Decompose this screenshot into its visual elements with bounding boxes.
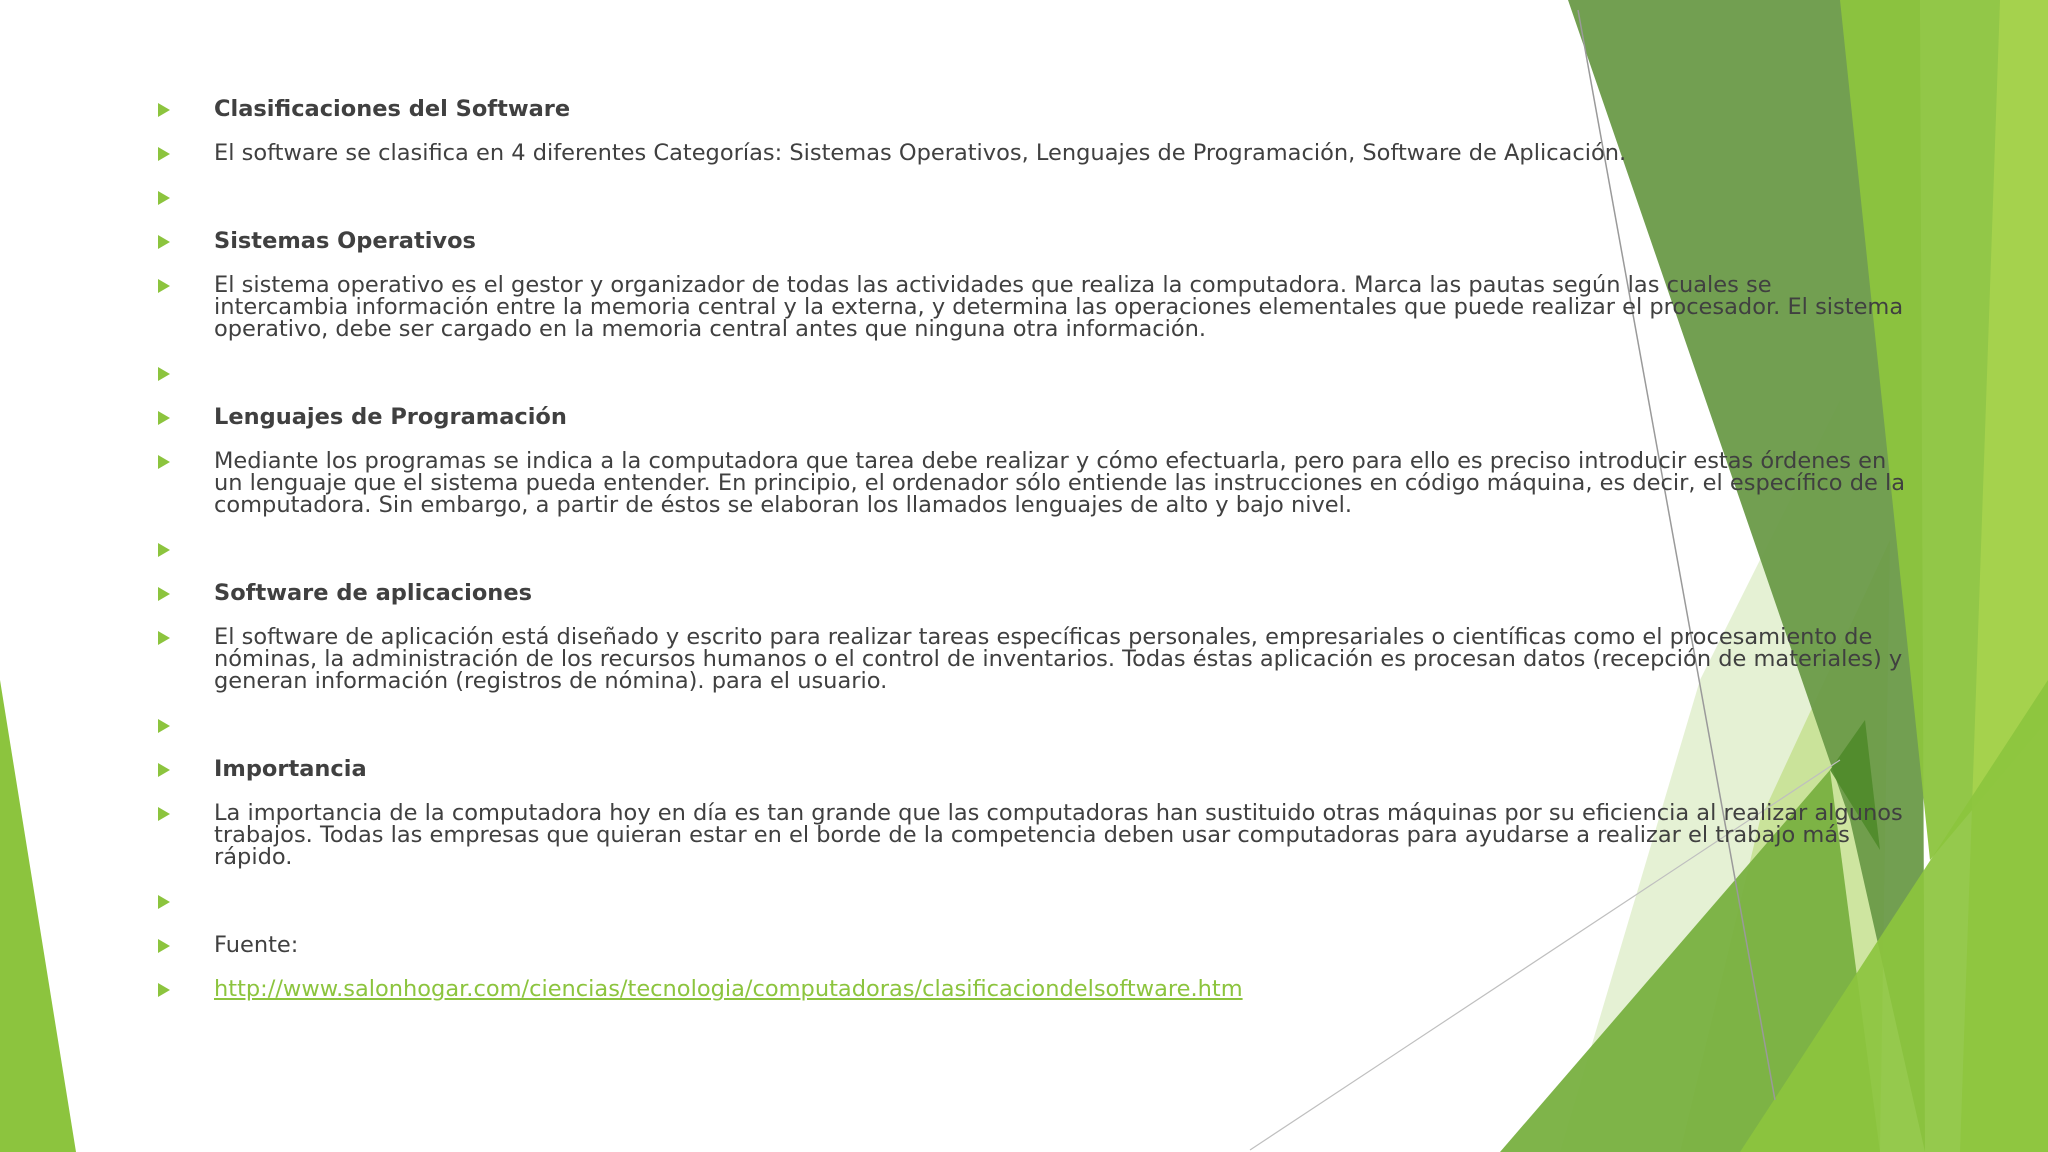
bullet-text: El software de aplicación está diseñado y escrito para realizar tareas específicas personales, empresariales o científicas como el procesamiento de nóminas, la administración de los recursos humanos o el control de inventarios. Todas éstas aplicación es procesan datos (recepción de materiales) y generan información (registros de nómina). para el usuario. (214, 624, 1903, 694)
bullet-text: La importancia de la computadora hoy en día es tan grande que las computadoras han sustituido otras máquinas por su eficiencia al realizar algunos trabajos. Todas las empresas que quieran estar en el borde de la competencia deben usar computadoras para ayudarse a realizar el trabajo más rápido. (214, 800, 1903, 870)
bullet-item (150, 626, 1910, 692)
slide-content (150, 98, 1910, 1022)
bullet-text: El sistema operativo es el gestor y organizador de todas las actividades que realiza la computadora. Marca las pautas según las cuales se intercambia información entre la memoria central y la externa, y determina las operaciones elementales que puede realizar el procesador. El sistema operativo, debe ser cargado en la memoria central antes que ninguna otra información. (214, 272, 1904, 342)
bullet-item (150, 450, 1910, 516)
bullet-item (150, 802, 1910, 868)
bullet-item (150, 714, 1910, 736)
bullet-item (150, 362, 1910, 384)
bullet-arrow-icon (158, 191, 170, 205)
bullet-text: Mediante los programas se indica a la computadora que tarea debe realizar y cómo efectuarla, pero para ello es preciso introducir estas órdenes en un lenguaje que el sistema pueda entender. En principio, el ordenador sólo entiende las instrucciones en código máquina, es decir, el específico de la computadora. Sin embargo, a partir de éstos se elaboran los llamados lenguajes de alto y bajo nivel. (214, 448, 1906, 518)
bullet-item (150, 890, 1910, 912)
bullet-item (150, 406, 1910, 428)
bullet-arrow-icon (158, 895, 170, 909)
bullet-arrow-icon (158, 411, 170, 425)
bullet-arrow-icon (158, 543, 170, 557)
bullet-item (150, 142, 1910, 164)
bullet-item (150, 978, 1910, 1000)
bullet-arrow-icon (158, 939, 170, 953)
bullet-arrow-icon (158, 367, 170, 381)
bullet-arrow-icon (158, 983, 170, 997)
bullet-item (150, 538, 1910, 560)
bullet-text: Importancia (214, 756, 367, 782)
bullet-arrow-icon (158, 587, 170, 601)
bullet-item (150, 186, 1910, 208)
bullet-item (150, 274, 1910, 340)
bullet-arrow-icon (158, 279, 170, 293)
bullet-item (150, 582, 1910, 604)
bullet-text: Fuente: (214, 932, 299, 958)
bullet-arrow-icon (158, 807, 170, 821)
bullet-item (150, 230, 1910, 252)
bullet-text: Sistemas Operativos (214, 228, 476, 254)
bullet-arrow-icon (158, 631, 170, 645)
bullet-arrow-icon (158, 719, 170, 733)
bullet-arrow-icon (158, 103, 170, 117)
bullet-arrow-icon (158, 147, 170, 161)
bullet-text: Clasificaciones del Software (214, 96, 571, 122)
source-link[interactable]: http://www.salonhogar.com/ciencias/tecnologia/computadoras/clasificaciondelsoftware.htm (214, 976, 1243, 1002)
left-green-sliver (0, 680, 76, 1152)
bullet-item (150, 934, 1910, 956)
bullet-text: Software de aplicaciones (214, 580, 532, 606)
bullet-item (150, 98, 1910, 120)
bullet-arrow-icon (158, 235, 170, 249)
bullet-text: Lenguajes de Programación (214, 404, 567, 430)
bullet-item (150, 758, 1910, 780)
bullet-arrow-icon (158, 455, 170, 469)
bullet-arrow-icon (158, 763, 170, 777)
bullet-text: El software se clasifica en 4 diferentes Categorías: Sistemas Operativos, Lenguajes de Programación, Software de Aplicación. (214, 140, 1627, 166)
